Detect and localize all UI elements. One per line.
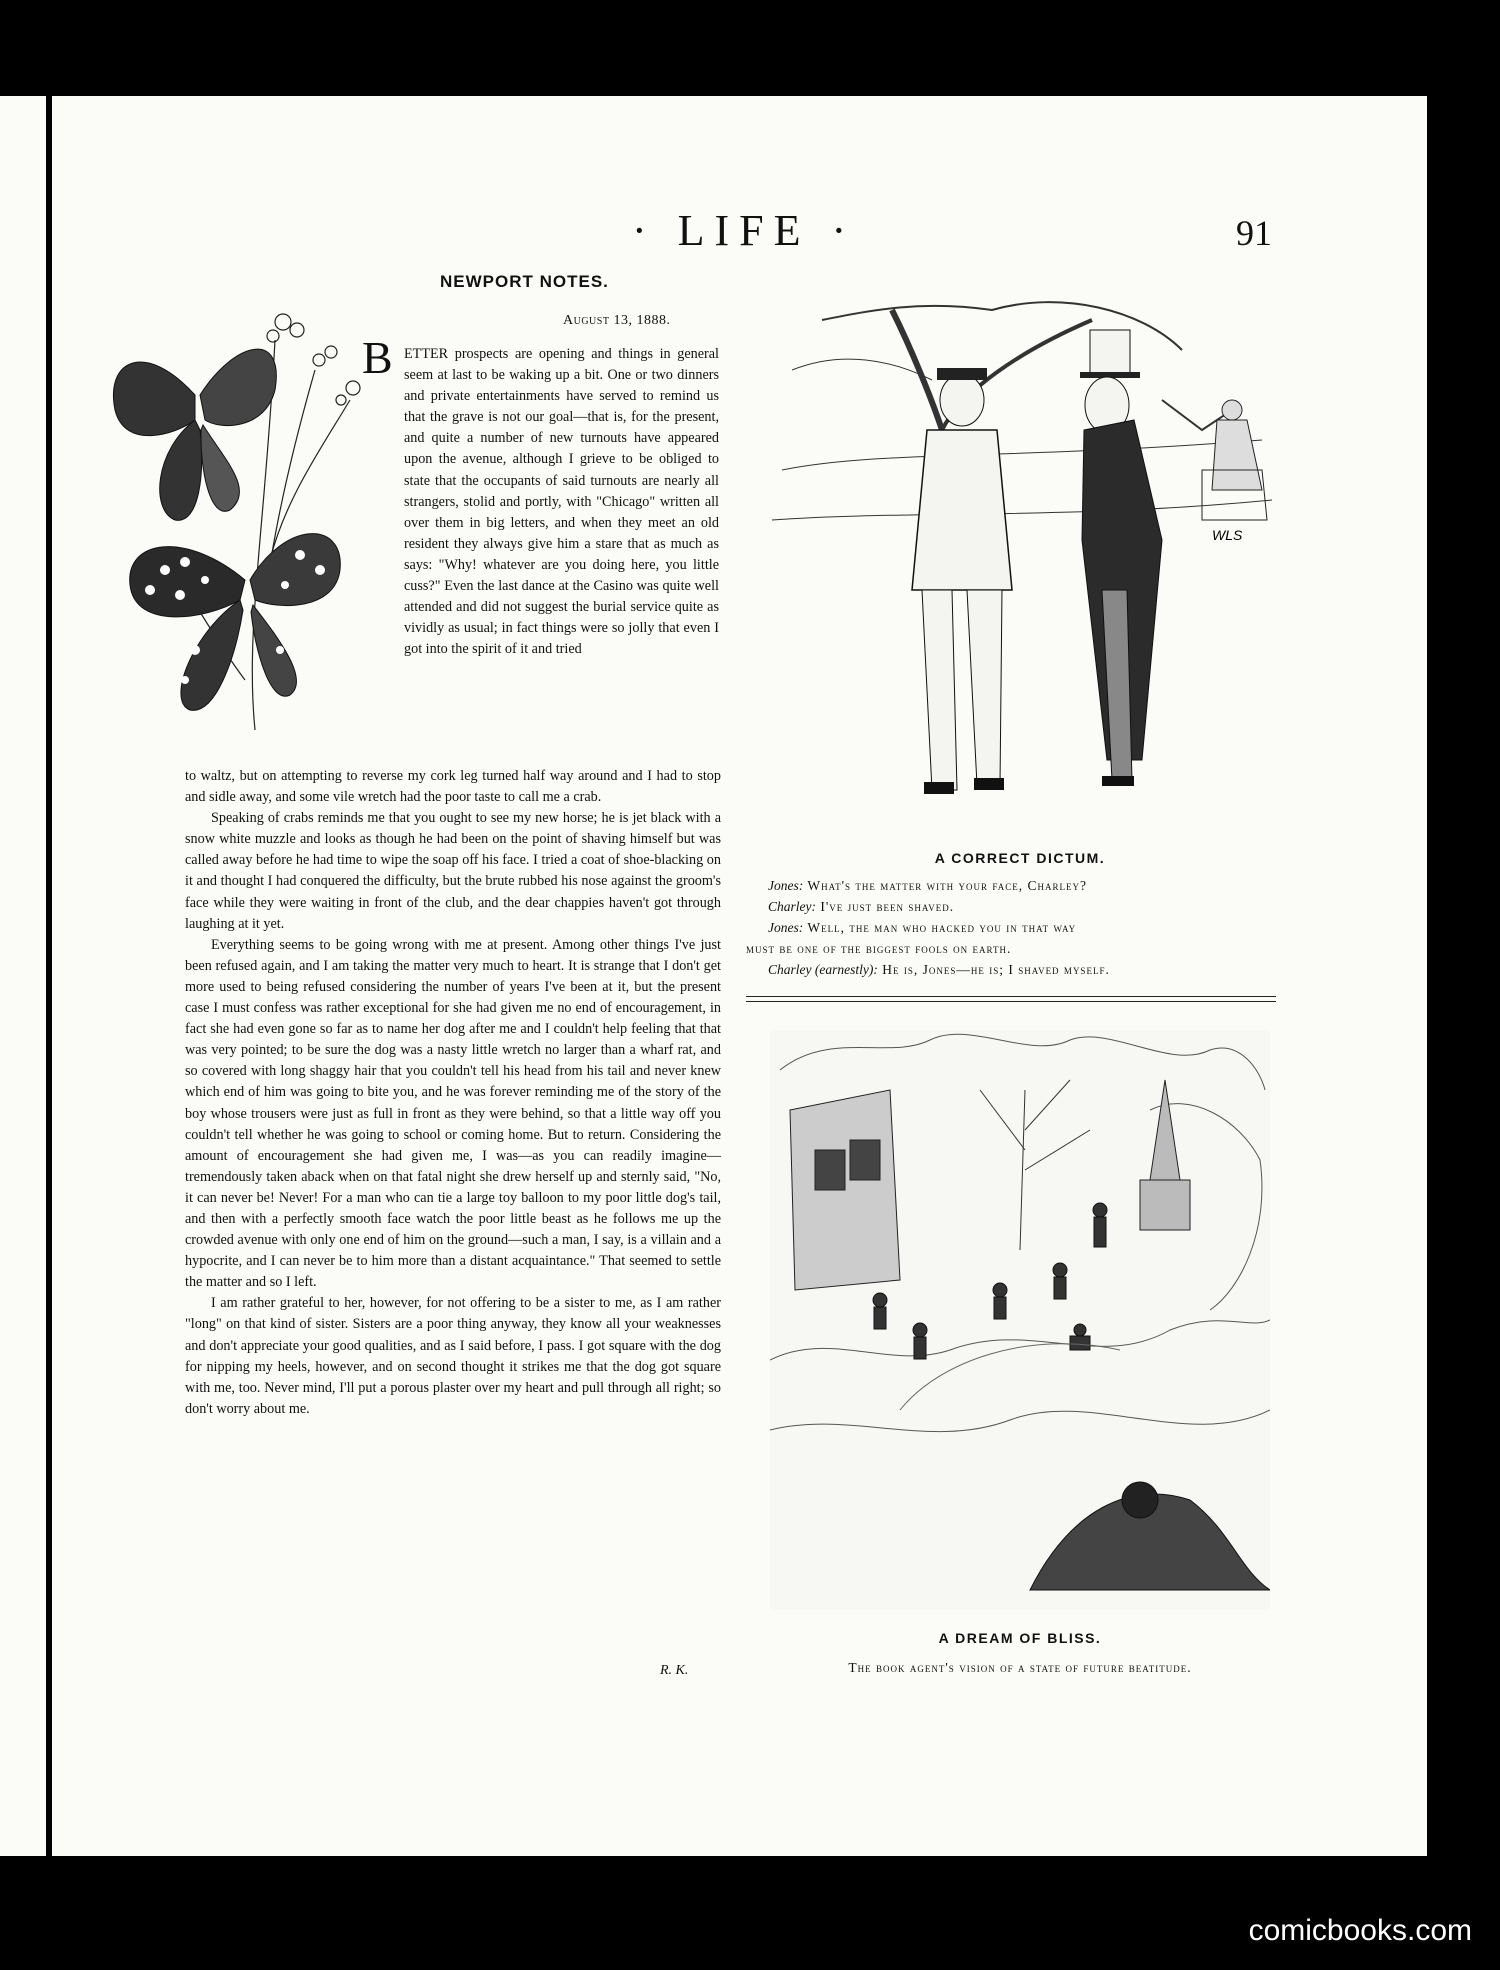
article-title: NEWPORT NOTES. [440,272,609,291]
dream-vignette-illustration [770,1030,1270,1610]
article-paragraph-4: I am rather grateful to her, however, for not offering to be a sister to me, as I am rather "long" on that kind of sister. Sisters are a poor thing anyway, they know all your weaknesses and don't appreciate your good qualities, and as I said before, I pass. I got square with the dog for nipping my heels, however, and on second thought it strikes me that the dog got square with me, too. Never mind, I'll put a porous plaster over my heart and pull through all right; so don't worry about me. [185,1295,721,1417]
artist-signature: WLS [1212,527,1243,543]
article-paragraph-1-start: ETTER prospects are opening and things in general seem at last to be waking up a bit. One or two dinners and private entertainments have served to remind us that the grave is not our goal—that is, for the present, and quite a number of new turnouts have appeared upon the avenue, although I grieve to be obliged to state that the occupants of said turnouts are nearly all strangers, stolid and portly, with "Chicago" written all over them in big letters, and when they meet an old resident they always give him a stare that as much as says: "Why! whatever are you doing here, you little cuss?" Even the last dance at the Casino was quite well attended and did not suggest the burial service quite as vividly as usual; in fact things were so jolly that even I got into the spirit of it and tried [404,346,719,658]
house-left [790,1090,900,1290]
lower-butterfly [130,534,341,711]
dialog-line: Charley: I've just been shaved. [768,899,955,914]
two-men-illustration [762,290,1282,800]
dialog-line: Jones: Well, the man who hacked you in that way [768,920,1077,935]
section-divider [746,1001,1276,1002]
masthead: · LIFE · [632,206,857,255]
charley-figure [1080,330,1162,786]
article-main-column [185,766,721,1420]
article-signature: R. K. [660,1663,689,1678]
cartoon2-caption: The book agent's vision of a state of future beatitude. [848,1660,1192,1675]
section-divider [746,996,1276,997]
drop-cap: B [362,332,393,383]
dialog-line: Jones: What's the matter with your face, Charley? [768,878,1087,893]
dialog-line: must be one of the biggest fools on earth. [746,941,1012,956]
watermark: comicbooks.com [1248,1914,1472,1947]
page-number: 91 [1236,213,1272,253]
article-intro-column [404,344,719,660]
cartoon1-dialog [746,875,1280,980]
article-paragraph-3: Everything seems to be going wrong with me at present. Among other things I've just been refused again, and I am taking the matter very much to heart. It is strange that I don't get more used to being refused considering the number of years I've been at it, but the present case I must confess was rather exceptional for she had given me no end of encouragement, in fact she had even gone so far as to name her dog after me and I couldn't help feeling that that was very pointed; to be sure the dog was a nasty little wretch no larger than a wharf rat, and so covered with long shaggy hair that you couldn't tell his head from his tail and never knew which end of him was going to bite you, and he was forever reminding me of the story of the boy whose trousers were just as full in front as they were behind, so that a little way off you couldn't tell whether he was going to school or coming home. But to return. Considering the amount of encouragement she had given me, I was—as you can readily imagine—tremendously taken aback when on that fatal night she drew herself up and sternly said, "No, it can never be! Never! For a man who can tie a large toy balloon to my poor little dog's tail, and then with a perfectly smooth face watch the poor little beast as he follows me up the crowded avenue with only one end of him on the ground—such a man, I say, is a villain and a hypocrite, and I can never be to him more than a distant acquaintance." That seemed to settle the matter and so I left. [185,936,721,1291]
jones-figure [912,368,1012,794]
article-paragraph-2: Speaking of crabs reminds me that you ought to see my new horse; he is jet black with a snow white muzzle and looks as though he had been on the point of shaving himself but was called away before he had time to wipe the soap off his face. I tried a coat of shoe-blacking on it and thought I had conquered the difficulty, but the brute rubbed his nose against the groom's face while they were waiting in front of the club, and the dear chappies haven't got through laughing at it yet. [185,810,721,932]
upper-butterfly [113,349,276,520]
woman-in-chair [1202,400,1267,520]
butterflies-illustration [105,300,365,735]
cartoon2-title: A DREAM OF BLISS. [938,1630,1102,1646]
dialog-line: Charley (earnestly): He is, Jones—he is; I shaved myself. [768,962,1110,977]
article-dateline: August 13, 1888. [563,313,671,328]
article-paragraph-1-end: to waltz, but on attempting to reverse my cork leg turned half way around and I had to stop and sidle away, and some vile wretch had the poor taste to call me a crab. [185,768,721,806]
cartoon1-title: A CORRECT DICTUM. [934,850,1106,866]
previous-page-edge [0,96,50,1856]
